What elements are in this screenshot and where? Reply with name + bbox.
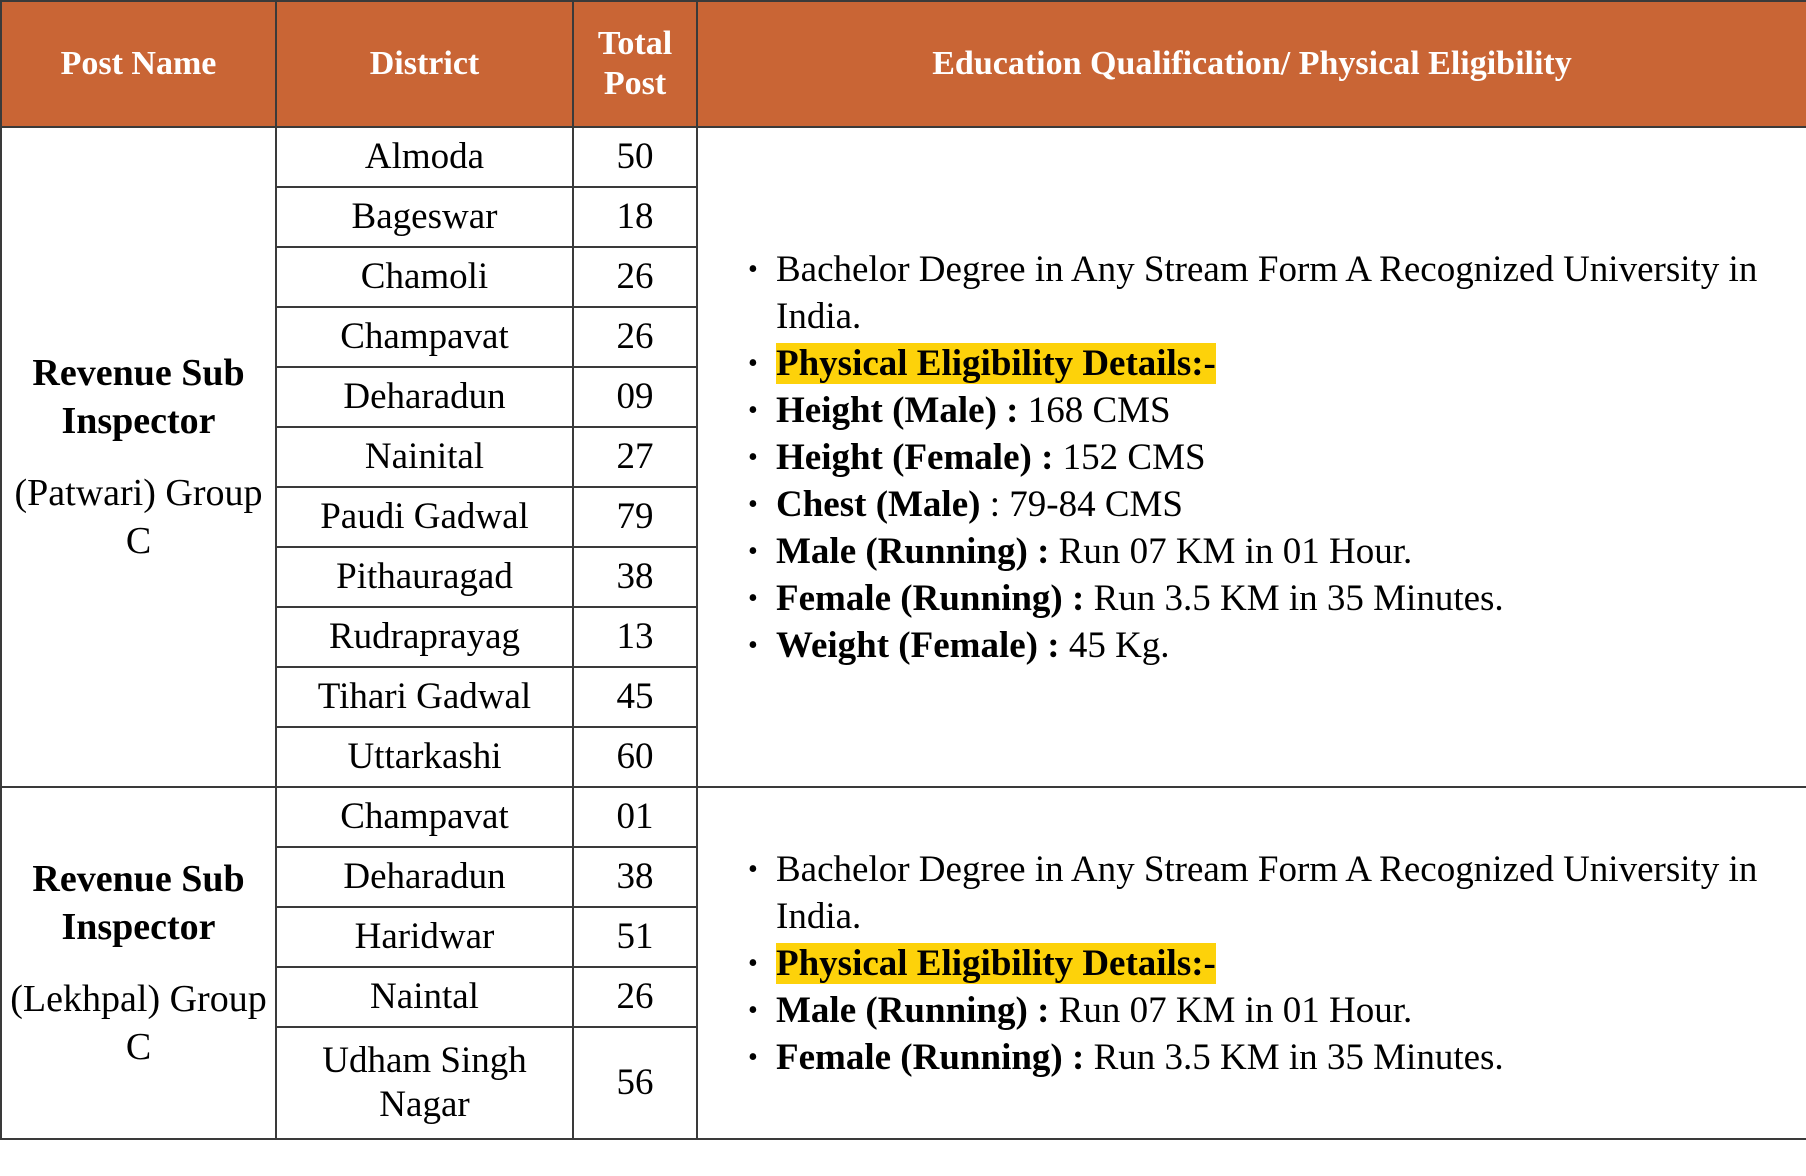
eligibility-item xyxy=(776,481,1802,528)
header-district: District xyxy=(276,1,573,127)
education-cell xyxy=(697,127,1806,787)
eligibility-item xyxy=(776,434,1802,481)
post-title: Revenue Sub Inspector xyxy=(32,352,245,442)
eligibility-item xyxy=(776,575,1802,622)
district-cell: Tihari Gadwal xyxy=(276,667,573,727)
header-row xyxy=(1,1,1806,127)
physical-heading: Physical Eligibility Details:- xyxy=(776,342,1216,384)
district-cell: Rudraprayag xyxy=(276,607,573,667)
total-post-cell: 51 xyxy=(573,907,697,967)
district-cell: Bageswar xyxy=(276,187,573,247)
eligibility-value: : 79-84 CMS xyxy=(980,483,1183,525)
physical-heading: Physical Eligibility Details:- xyxy=(776,942,1216,984)
total-post-cell: 18 xyxy=(573,187,697,247)
table-row xyxy=(1,787,1806,847)
district-cell: Deharadun xyxy=(276,847,573,907)
district-cell: Udham Singh Nagar xyxy=(276,1027,573,1139)
degree-item: • Bachelor Degree in Any Stream Form A Recognized University in India. xyxy=(776,846,1802,940)
education-cell xyxy=(697,787,1806,1139)
eligibility-label: Weight (Female) : xyxy=(776,624,1060,666)
district-cell: Paudi Gadwal xyxy=(276,487,573,547)
header-education: Education Qualification/ Physical Eligibility xyxy=(697,1,1806,127)
eligibility-label: Male (Running) : xyxy=(776,989,1050,1031)
eligibility-label: Female (Running) : xyxy=(776,577,1085,619)
eligibility-value: Run 07 KM in 01 Hour. xyxy=(1049,989,1413,1031)
district-cell: Haridwar xyxy=(276,907,573,967)
total-post-cell: 26 xyxy=(573,967,697,1027)
physical-heading-item xyxy=(776,340,1802,387)
district-cell: Almoda xyxy=(276,127,573,187)
eligibility-label: Height (Female) : xyxy=(776,436,1054,478)
eligibility-list xyxy=(698,846,1802,1081)
eligibility-value: 152 CMS xyxy=(1053,436,1206,478)
eligibility-item xyxy=(776,528,1802,575)
total-post-cell: 01 xyxy=(573,787,697,847)
eligibility-item xyxy=(776,1034,1802,1081)
post-name-cell xyxy=(1,787,276,1139)
eligibility-value: 168 CMS xyxy=(1018,389,1171,431)
eligibility-value: 45 Kg. xyxy=(1059,624,1170,666)
total-post-cell: 38 xyxy=(573,847,697,907)
table-row xyxy=(1,127,1806,187)
eligibility-value: Run 3.5 KM in 35 Minutes. xyxy=(1084,577,1504,619)
header-total-post: Total Post xyxy=(573,1,697,127)
post-title: Revenue Sub Inspector xyxy=(32,858,245,948)
eligibility-list xyxy=(698,246,1802,669)
eligibility-label: Male (Running) : xyxy=(776,530,1050,572)
eligibility-value: Run 07 KM in 01 Hour. xyxy=(1049,530,1413,572)
district-cell: Deharadun xyxy=(276,367,573,427)
district-cell: Naintal xyxy=(276,967,573,1027)
eligibility-item xyxy=(776,387,1802,434)
total-post-cell: 38 xyxy=(573,547,697,607)
total-post-cell: 50 xyxy=(573,127,697,187)
total-post-cell: 79 xyxy=(573,487,697,547)
total-post-cell: 56 xyxy=(573,1027,697,1139)
total-post-cell: 26 xyxy=(573,247,697,307)
total-post-cell: 13 xyxy=(573,607,697,667)
post-group: (Lekhpal) Group C xyxy=(10,978,267,1068)
total-post-cell: 27 xyxy=(573,427,697,487)
post-name-cell xyxy=(1,127,276,787)
eligibility-item xyxy=(776,987,1802,1034)
eligibility-label: Chest (Male) xyxy=(776,483,981,525)
physical-heading-item xyxy=(776,940,1802,987)
eligibility-value: Run 3.5 KM in 35 Minutes. xyxy=(1084,1036,1504,1078)
district-cell: Pithauragad xyxy=(276,547,573,607)
eligibility-label: Female (Running) : xyxy=(776,1036,1085,1078)
district-cell: Chamoli xyxy=(276,247,573,307)
eligibility-item xyxy=(776,622,1802,669)
district-cell: Nainital xyxy=(276,427,573,487)
district-cell: Champavat xyxy=(276,787,573,847)
header-post-name: Post Name xyxy=(1,1,276,127)
total-post-cell: 45 xyxy=(573,667,697,727)
district-cell: Uttarkashi xyxy=(276,727,573,787)
degree-item: • Bachelor Degree in Any Stream Form A Recognized University in India. xyxy=(776,246,1802,340)
district-cell: Champavat xyxy=(276,307,573,367)
total-post-cell: 09 xyxy=(573,367,697,427)
total-post-cell: 26 xyxy=(573,307,697,367)
total-post-cell: 60 xyxy=(573,727,697,787)
eligibility-label: Height (Male) : xyxy=(776,389,1019,431)
post-group: (Patwari) Group C xyxy=(14,472,263,562)
